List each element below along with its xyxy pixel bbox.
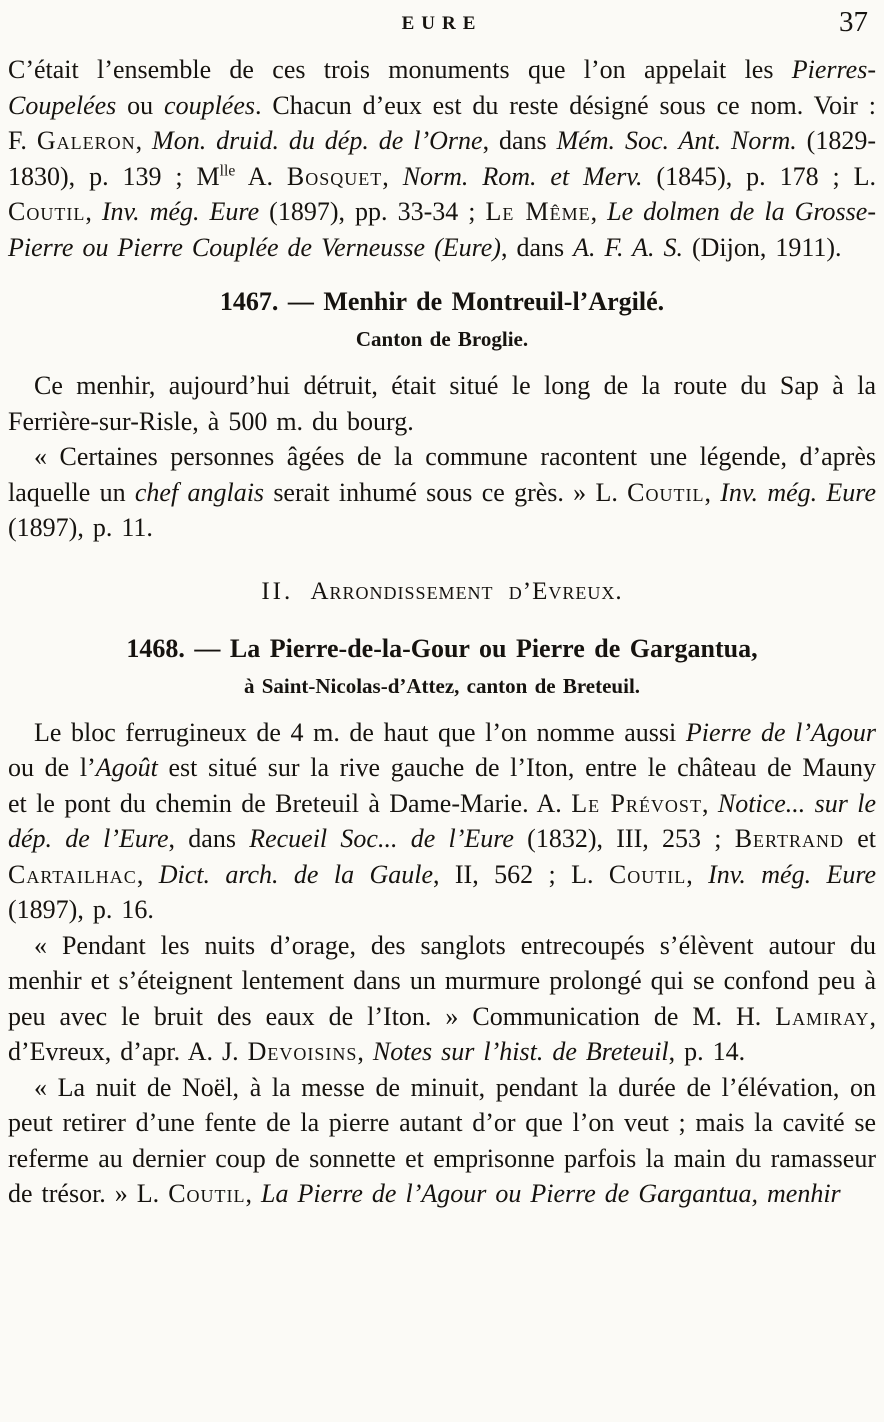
text-run: Pierre de l’Agour: [685, 717, 876, 747]
text-run: Bertrand: [734, 824, 844, 853]
text-run: Inv. még. Eure: [708, 859, 877, 889]
text-run: ,: [85, 197, 102, 226]
text-run: Inv. még. Eure: [720, 477, 876, 507]
text-run: (1897), pp. 33-34 ;: [259, 197, 486, 226]
text-run: ,: [590, 197, 608, 226]
text-run: (Dijon, 1911).: [682, 232, 842, 262]
text-run: , d’Evreux, d’apr. A. J.: [8, 1001, 876, 1066]
paragraph: [8, 439, 876, 546]
text-run: (1832), III, 253 ;: [513, 824, 735, 853]
text-run: « Certaines personnes âgées de la commune racontent une légende, d’après laquelle un: [8, 442, 876, 507]
text-run: ,: [382, 161, 403, 191]
text-run: Mon. druid. du dép. de l’Orne: [152, 126, 483, 155]
text-run: Notice... sur le dép. de l’Eure: [8, 788, 877, 853]
section-heading: [8, 578, 876, 606]
paragraph: [8, 928, 876, 1070]
text-run: II.: [261, 577, 311, 605]
text-run: Le bloc ferrugineux de 4 m. de haut que l’on nomme aussi: [34, 717, 686, 747]
running-title: EURE: [401, 13, 483, 34]
paragraph: [8, 52, 876, 265]
text-run: ou de l’: [8, 753, 96, 782]
text-run: « La nuit de Noël, à la messe de minuit, pendant la durée de l’élévation, on peut retirer d’une fente de la pierre autant d’or que l’on veut ; mais la cavité se referme au dernier coup de sonnette et emprisonne parfois la main du ramasseur de trésor. » L.: [8, 1072, 876, 1208]
text-run: Ce menhir, aujourd’hui détruit, était situé le long de la route du Sap à la Ferrière-sur-Risle, à 500 m. du bourg.: [8, 371, 876, 436]
paragraph: [8, 715, 876, 928]
text-run: Le Prévost: [571, 788, 702, 818]
text-run: lle: [219, 161, 236, 179]
text-run: serait inhumé sous ce grès. » L.: [264, 477, 628, 507]
page-header: [8, 8, 876, 42]
text-run: Lamiray: [775, 1001, 870, 1031]
text-run: 1467. — Menhir de Montreuil-l’Argilé.: [219, 287, 665, 316]
text-run: Recueil Soc... de l’Eure: [249, 824, 514, 853]
text-run: Cartailhac: [8, 859, 137, 889]
text-run: , p. 14.: [668, 1037, 746, 1066]
entry-heading: [8, 287, 876, 317]
text-run: ,: [135, 126, 153, 155]
text-run: Bosquet: [286, 161, 383, 191]
text-run: et: [843, 824, 876, 853]
paragraph: [8, 1070, 876, 1212]
paragraph: [8, 368, 876, 439]
entry-subheading: [8, 674, 876, 699]
text-run: ou: [116, 90, 165, 120]
text-run: ,: [136, 859, 159, 889]
text-run: 1468. — La Pierre-de-la-Gour ou Pierre de Gargantua,: [126, 633, 758, 663]
text-run: (1829-1830), p. 139 ; M: [8, 126, 876, 191]
text-run: . Chacun d’eux est du reste désigné sous ce nom. Voir : F.: [8, 90, 877, 155]
text-run: est situé sur la rive gauche de l’Iton, entre le château de Mauny et le pont du chemin de Breteuil à Dame-Marie. A.: [8, 753, 877, 818]
text-run: Arrondissement d’Evreux.: [310, 577, 623, 605]
text-run: Galeron: [36, 126, 136, 155]
text-run: A.: [235, 161, 287, 191]
text-run: « Pendant les nuits d’orage, des sanglots entrecoupés s’élèvent autour du menhir et s’éteignent lentement dans un murmure prolongé qui se confond peu à peu avec le bruit des eaux de l’Iton. » Communication de M. H.: [8, 930, 876, 1031]
page-number: 37: [839, 6, 868, 38]
text-run: Agoût: [95, 753, 158, 782]
text-run: Dict. arch. de la Gaule: [158, 859, 434, 889]
text-run: (1897), p. 16.: [8, 895, 154, 924]
text-run: Norm. Rom. et Merv.: [402, 161, 643, 191]
text-run: (1845), p. 178 ; L.: [642, 161, 877, 191]
text-run: A. F. A. S.: [573, 232, 683, 262]
text-run: ,: [357, 1037, 373, 1066]
text-run: , dans: [168, 824, 250, 853]
text-run: , dans: [500, 232, 574, 262]
text-run: Canton de Broglie.: [355, 327, 529, 351]
text-run: Devoisins: [247, 1037, 358, 1066]
text-run: Notes sur l’hist. de Breteuil: [372, 1037, 669, 1066]
text-run: Le Même: [485, 197, 591, 226]
page-body: [8, 52, 876, 1212]
text-run: Coutil: [168, 1179, 246, 1208]
entry-heading: [8, 634, 876, 664]
text-run: La Pierre de l’Agour ou Pierre de Gargantua, menhir: [261, 1179, 841, 1208]
text-run: ,: [245, 1179, 262, 1208]
text-run: C’était l’ensemble de ces trois monuments que l’on appelait les: [8, 55, 792, 84]
text-run: Coutil: [8, 197, 86, 226]
text-run: à Saint-Nicolas-d’Attez, canton de Breteuil.: [243, 673, 641, 698]
text-run: Pierres-Coupelées: [8, 55, 876, 120]
entry-subheading: [8, 327, 876, 352]
text-run: (1897), p. 11.: [8, 513, 153, 542]
text-run: , II, 562 ; L.: [433, 859, 609, 889]
text-run: ,: [701, 788, 718, 818]
text-run: couplées: [164, 90, 255, 120]
text-run: Coutil: [627, 477, 705, 507]
text-run: , dans: [482, 126, 557, 155]
text-run: ,: [704, 477, 721, 507]
text-run: Inv. még. Eure: [101, 197, 260, 226]
text-run: ,: [686, 859, 709, 889]
text-run: Mém. Soc. Ant. Norm.: [556, 126, 797, 155]
text-run: chef anglais: [134, 477, 265, 507]
text-run: Le dolmen de la Grosse-Pierre ou Pierre Couplée de Verneusse (Eure): [8, 197, 876, 262]
text-run: Coutil: [608, 859, 687, 889]
